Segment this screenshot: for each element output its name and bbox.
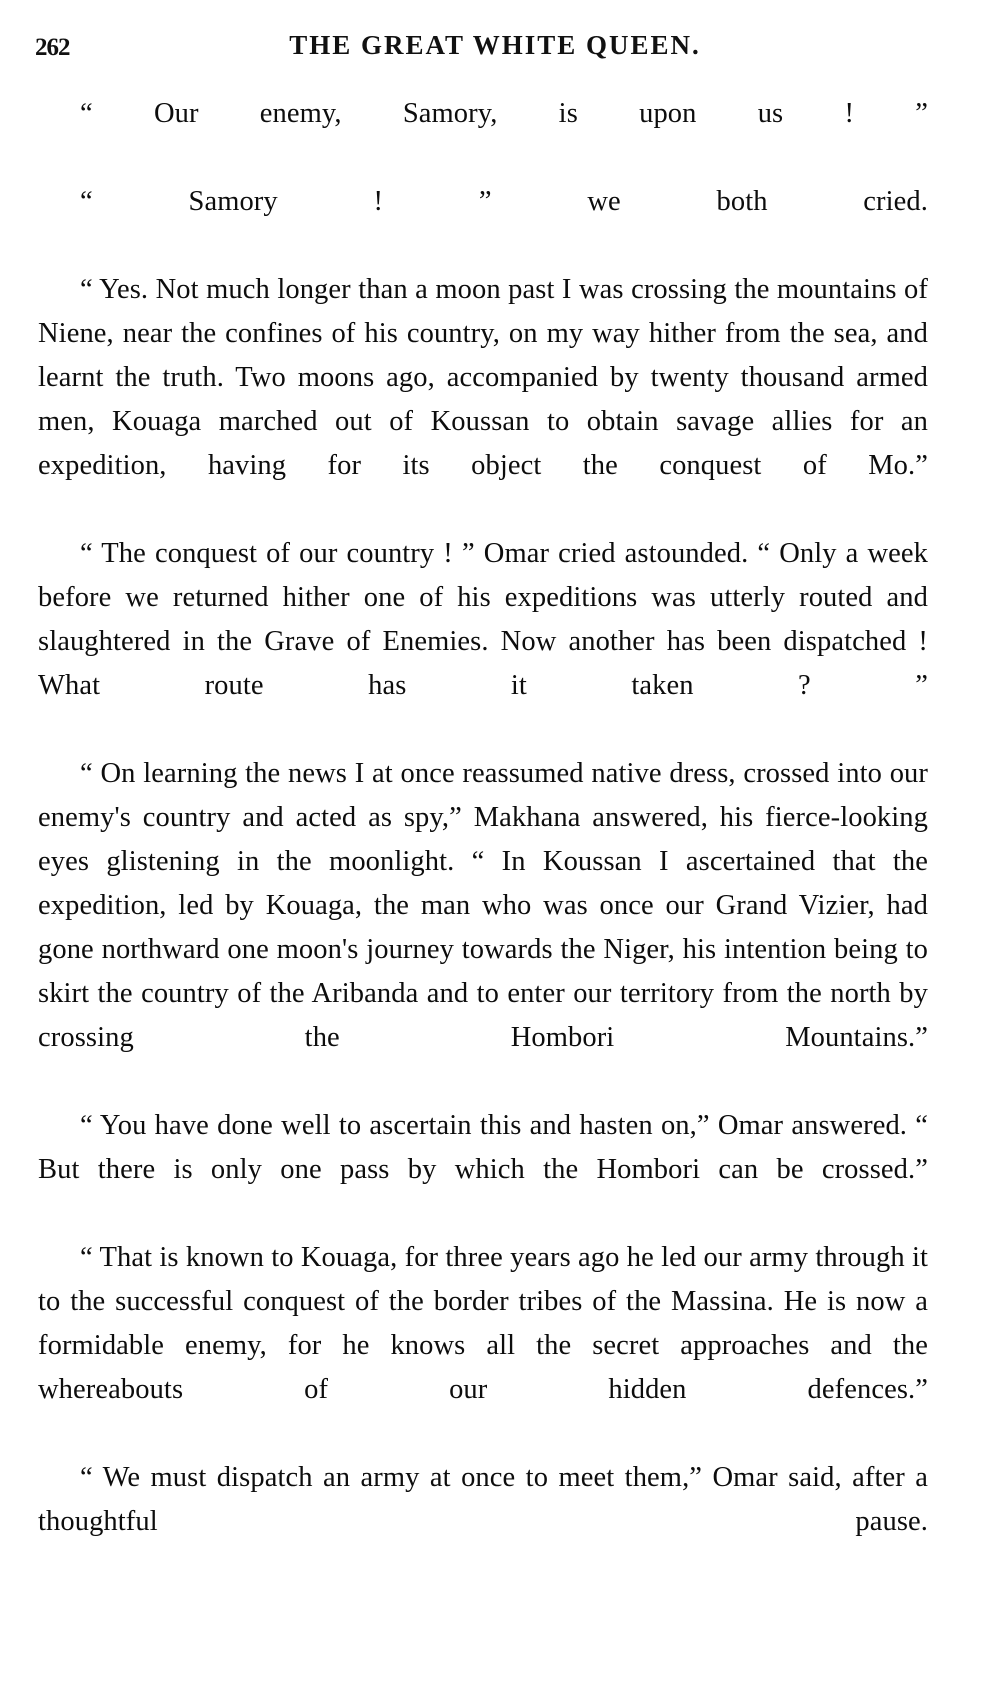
paragraph: “ On learning the news I at once reassumed native dress, crossed into our enemy's country and acted as spy,” Makhana answered, his fierce-looking eyes glistening in the moonlight. “ In Koussan I ascertained that the expedition, led by Kouaga, the man who was once our Grand Vizier, had gone northward one moon's journey towards the Niger, his intention being to skirt the country of the Aribanda and to enter our territory from the north by crossing the Hombori Mountains.” — [38, 758, 928, 1053]
paragraph: “ Our enemy, Samory, is upon us ! ” — [80, 98, 928, 129]
paragraph: “ We must dispatch an army at once to meet them,” Omar said, after a thoughtful pause. — [38, 1462, 928, 1537]
page-body — [38, 92, 928, 1588]
paragraph: “ You have done well to ascertain this and hasten on,” Omar answered. “ But there is only one pass by which the Hombori can be crossed.” — [38, 1110, 928, 1185]
page-header — [35, 30, 940, 70]
paragraph: “ Yes. Not much longer than a moon past I was crossing the mountains of Niene, near the confines of his country, on my way hither from the sea, and learnt the truth. Two moons ago, accompanied by twenty thousand armed men, Kouaga marched out of Koussan to obtain savage allies for an expedition, having for its object the conquest of Mo.” — [38, 274, 928, 481]
page-number: 262 — [35, 34, 70, 61]
running-head-title: THE GREAT WHITE QUEEN. — [289, 30, 701, 60]
paragraph: “ The conquest of our country ! ” Omar cried astounded. “ Only a week before we returned hither one of his expeditions was utterly routed and slaughtered in the Grave of Enemies. Now another has been dispatched ! What route has it taken ? ” — [38, 538, 928, 701]
paragraph: “ Samory ! ” we both cried. — [80, 186, 928, 217]
paragraph: “ That is known to Kouaga, for three years ago he led our army through it to the successful conquest of the border tribes of the Massina. He is now a formidable enemy, for he knows all the secret approaches and the whereabouts of our hidden defences.” — [38, 1242, 928, 1405]
